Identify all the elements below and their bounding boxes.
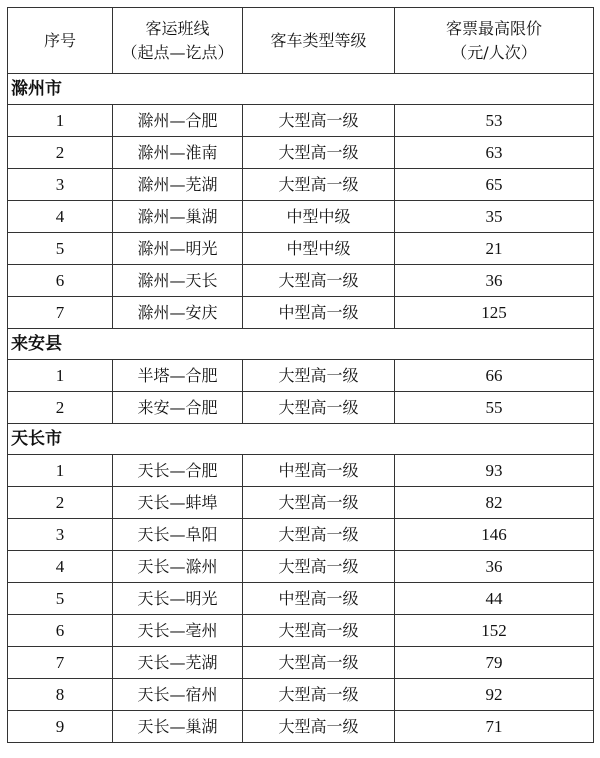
row-index: 7 (8, 297, 113, 329)
row-bus-type: 大型高一级 (243, 647, 395, 679)
table-row (8, 360, 594, 392)
table-row (8, 455, 594, 487)
header-type: 客车类型等级 (243, 8, 395, 74)
row-max-price: 66 (395, 360, 594, 392)
row-index: 6 (8, 265, 113, 297)
table-row (8, 392, 594, 424)
row-route: 滁州—巢湖 (113, 201, 243, 233)
table-row (8, 679, 594, 711)
row-max-price: 35 (395, 201, 594, 233)
row-max-price: 146 (395, 519, 594, 551)
row-index: 1 (8, 105, 113, 137)
row-bus-type: 中型高一级 (243, 455, 395, 487)
row-route: 滁州—芜湖 (113, 169, 243, 201)
header-price (395, 8, 594, 74)
table-row (8, 137, 594, 169)
header-route-title: 客运班线 (145, 18, 210, 38)
header-index: 序号 (8, 8, 113, 74)
row-max-price: 36 (395, 551, 594, 583)
row-route: 天长—合肥 (113, 455, 243, 487)
row-index: 2 (8, 137, 113, 169)
row-bus-type: 大型高一级 (243, 711, 395, 743)
row-max-price: 79 (395, 647, 594, 679)
row-max-price: 21 (395, 233, 594, 265)
row-max-price: 82 (395, 487, 594, 519)
row-index: 8 (8, 679, 113, 711)
row-index: 5 (8, 583, 113, 615)
table-row (8, 169, 594, 201)
row-route: 天长—滁州 (113, 551, 243, 583)
table-row (8, 647, 594, 679)
row-max-price: 36 (395, 265, 594, 297)
row-route: 半塔—合肥 (113, 360, 243, 392)
table-row (8, 711, 594, 743)
table-row (8, 583, 594, 615)
group-name: 来安县 (8, 329, 594, 360)
group-name: 滁州市 (8, 74, 594, 105)
row-max-price: 63 (395, 137, 594, 169)
row-bus-type: 大型高一级 (243, 519, 395, 551)
row-route: 天长—亳州 (113, 615, 243, 647)
row-bus-type: 大型高一级 (243, 265, 395, 297)
row-max-price: 125 (395, 297, 594, 329)
table-row (8, 615, 594, 647)
row-index: 1 (8, 360, 113, 392)
group-row (8, 329, 594, 360)
row-bus-type: 中型中级 (243, 201, 395, 233)
price-table (7, 7, 594, 743)
row-bus-type: 中型中级 (243, 233, 395, 265)
table-row (8, 265, 594, 297)
row-route: 天长—巢湖 (113, 711, 243, 743)
row-max-price: 93 (395, 455, 594, 487)
row-max-price: 44 (395, 583, 594, 615)
row-route: 滁州—合肥 (113, 105, 243, 137)
row-route: 滁州—明光 (113, 233, 243, 265)
group-row (8, 424, 594, 455)
row-route: 滁州—淮南 (113, 137, 243, 169)
row-index: 5 (8, 233, 113, 265)
row-route: 滁州—安庆 (113, 297, 243, 329)
row-index: 3 (8, 169, 113, 201)
row-bus-type: 大型高一级 (243, 105, 395, 137)
row-route: 天长—蚌埠 (113, 487, 243, 519)
table-row (8, 297, 594, 329)
group-row (8, 74, 594, 105)
table-body (8, 74, 594, 743)
row-index: 6 (8, 615, 113, 647)
row-index: 2 (8, 487, 113, 519)
header-route-subtitle: （起点—讫点） (121, 42, 234, 62)
table-row (8, 105, 594, 137)
row-max-price: 92 (395, 679, 594, 711)
header-route (113, 8, 243, 74)
row-max-price: 71 (395, 711, 594, 743)
group-name: 天长市 (8, 424, 594, 455)
table-row (8, 201, 594, 233)
row-bus-type: 大型高一级 (243, 679, 395, 711)
row-index: 4 (8, 551, 113, 583)
row-bus-type: 中型高一级 (243, 583, 395, 615)
row-bus-type: 大型高一级 (243, 392, 395, 424)
header-price-title: 客票最高限价 (445, 18, 542, 38)
table-row (8, 233, 594, 265)
row-max-price: 53 (395, 105, 594, 137)
row-bus-type: 大型高一级 (243, 615, 395, 647)
row-index: 3 (8, 519, 113, 551)
row-route: 来安—合肥 (113, 392, 243, 424)
header-price-unit: （元/人次） (451, 42, 537, 62)
table-row (8, 487, 594, 519)
row-route: 天长—宿州 (113, 679, 243, 711)
row-max-price: 152 (395, 615, 594, 647)
table-header-row (8, 8, 594, 74)
row-max-price: 65 (395, 169, 594, 201)
row-route: 天长—芜湖 (113, 647, 243, 679)
row-bus-type: 大型高一级 (243, 137, 395, 169)
row-route: 滁州—天长 (113, 265, 243, 297)
row-index: 2 (8, 392, 113, 424)
row-bus-type: 大型高一级 (243, 551, 395, 583)
row-index: 4 (8, 201, 113, 233)
row-max-price: 55 (395, 392, 594, 424)
table-row (8, 519, 594, 551)
row-index: 1 (8, 455, 113, 487)
row-index: 9 (8, 711, 113, 743)
row-index: 7 (8, 647, 113, 679)
row-bus-type: 中型高一级 (243, 297, 395, 329)
row-bus-type: 大型高一级 (243, 487, 395, 519)
price-table-container (7, 7, 593, 743)
table-row (8, 551, 594, 583)
row-route: 天长—阜阳 (113, 519, 243, 551)
row-bus-type: 大型高一级 (243, 360, 395, 392)
row-bus-type: 大型高一级 (243, 169, 395, 201)
row-route: 天长—明光 (113, 583, 243, 615)
